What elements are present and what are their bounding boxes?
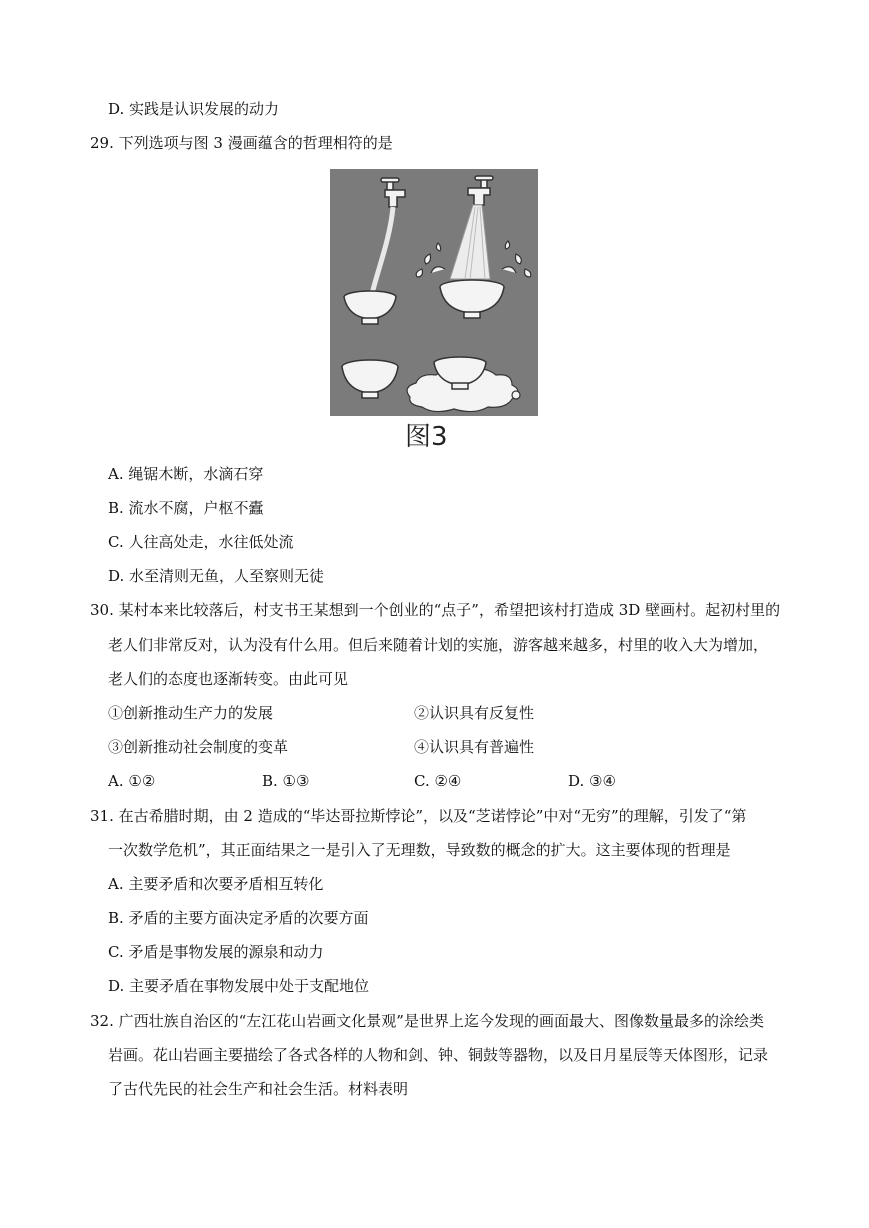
question-31-line-2: 一次数学危机”，其正面结果之一是引入了无理数，导致数的概念的扩大。这主要体现的哲理是: [108, 841, 731, 859]
q31-option-c: C. 矛盾是事物发展的源泉和动力: [108, 943, 324, 961]
q31-option-d: D. 主要矛盾在事物发展中处于支配地位: [108, 977, 370, 995]
q30-statement-3: ③创新推动社会制度的变革: [108, 738, 289, 756]
q31-option-b: B. 矛盾的主要方面决定矛盾的次要方面: [108, 909, 369, 927]
q30-choice-a: A. ①②: [108, 772, 156, 790]
prev-option-d: D. 实践是认识发展的动力: [108, 100, 280, 118]
cartoon-figure-3: [330, 169, 538, 416]
q30-statement-4: ④认识具有普遍性: [414, 738, 535, 756]
bowl-icon-top-left: [344, 291, 396, 324]
faucet-icon-right: [468, 176, 493, 205]
question-30-line-3: 老人们的态度也逐渐转变。由此可见: [108, 670, 349, 688]
q30-statement-2: ②认识具有反复性: [414, 704, 535, 722]
q30-statement-1: ①创新推动生产力的发展: [108, 704, 274, 722]
q30-choice-b: B. ①③: [262, 772, 310, 790]
question-30-line-2: 老人们非常反对，认为没有什么用。但后来随着计划的实施，游客越来越多，村里的收入大为增加，: [108, 636, 769, 654]
q30-choice-c: C. ②④: [414, 772, 462, 790]
question-32-line-1: 32. 广西壮族自治区的“左江花山岩画文化景观”是世界上迄今发现的画面最大、图像数量最多的涂绘类: [90, 1012, 764, 1030]
question-32-line-2: 岩画。花山岩画主要描绘了各式各样的人物和剑、钟、铜鼓等器物，以及日月星辰等天体图形，记录: [108, 1046, 769, 1064]
question-31-line-1: 31. 在古希腊时期，由 2 造成的“毕达哥拉斯悖论”，以及“芝诺悖论”中对“无穷”的理解，引发了“第: [90, 807, 747, 825]
question-29-stem: 29. 下列选项与图 3 漫画蕴含的哲理相符的是: [90, 134, 393, 152]
question-30-line-1: 30. 某村本来比较落后，村支书王某想到一个创业的“点子”，希望把该村打造成 3D 壁画村。起初村里的: [90, 601, 781, 619]
bowl-icon-top-right: [440, 280, 504, 318]
q29-option-d: D. 水至清则无鱼，人至察则无徒: [108, 567, 325, 585]
q29-option-c: C. 人往高处走，水往低处流: [108, 533, 294, 551]
question-32-line-3: 了古代先民的社会生产和社会生活。材料表明: [108, 1080, 409, 1098]
q31-option-a: A. 主要矛盾和次要矛盾相互转化: [108, 875, 324, 893]
figure-caption: 图3: [405, 422, 448, 452]
bowl-icon-bottom-left: [342, 360, 398, 398]
q30-choice-d: D. ③④: [568, 772, 616, 790]
q29-option-b: B. 流水不腐，户枢不蠹: [108, 499, 264, 517]
faucet-icon-left: [381, 178, 405, 207]
q29-option-a: A. 绳锯木断，水滴石穿: [108, 465, 264, 483]
